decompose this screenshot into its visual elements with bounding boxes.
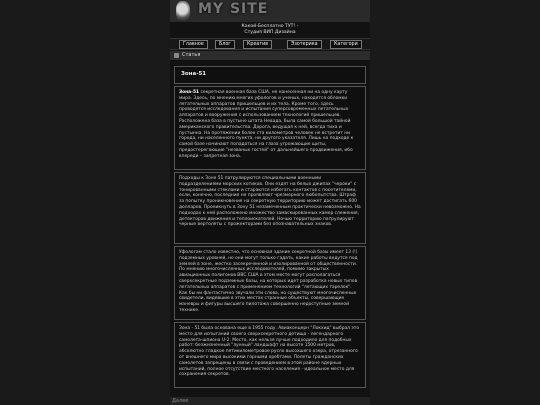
site-logo[interactable]: MY SITE xyxy=(198,1,269,17)
paragraph-1-text xyxy=(175,87,365,169)
nav-item-creative[interactable]: Креатив xyxy=(243,40,272,49)
breadcrumb-label[interactable]: Статья xyxy=(182,52,201,58)
subtitle-line-2: Студия ВИП Дизайна xyxy=(244,30,296,35)
site-header xyxy=(170,0,370,22)
nav-item-esoteric[interactable]: Эзотерика xyxy=(287,40,322,49)
article-title-box xyxy=(174,66,366,84)
paragraph-1-lead: Зона-51 xyxy=(179,90,200,95)
paragraph-1-body: секретная военная база США, не нанесенная ни на одну карту мира. Здесь, по мнению многих уфологов и ученых, находятся обломки летательных аппаратов пришельцев и их тела. Кроме того, здесь проводятся исследования и испытания суперсовременных летательных аппаратов и вооружения с использованием технологий пришельцев. Расположена база в пустыне штата Невада, была самой большой тайной американского правительства. Дорога, ведущая к ней, всегда тиха и пустынна. На протяжении более ста километров человек не встретит ни города, ни населенного пункта, ни другого указателя. Лишь на подходе к самой базе начинают попадаться на глаза угрожающие щиты, предостерегающие "незваных гостей" от дальнейшего продвижения, ибо впереди – запретная зона. xyxy=(179,90,354,159)
page-column xyxy=(170,0,370,405)
footer-link[interactable]: Далее xyxy=(172,398,189,404)
main-nav xyxy=(170,38,370,50)
nav-item-categories[interactable]: Категори xyxy=(330,40,362,49)
logo-face-icon xyxy=(176,1,190,21)
article-paragraph-2 xyxy=(174,172,366,244)
subtitle-line-1: Какой-Бесплатно ТУТ! - xyxy=(241,24,299,29)
footer-bar xyxy=(170,397,370,405)
paragraph-2-text: Подходы к Зоне 51 патрулируются специальными военными подразделениями морских котиков. Они ездят на белых джипах "чероки" с тонированными стеклами и стараются избегать контактов с посетителями, если, конечно, последние не проявляют чрезмерного любопытства. Штраф за попытку проникновения на секретную территорию может достигать 600 долларов. Проникнуть в Зону 51 незамеченным практически невозможно. На подходах к ней расположено множество замаскированных камер слежения, детекторов движения и теплоискателей. Ночью территорию патрулируют черные вертолеты с прожекторами без опознавательных знаков. xyxy=(179,176,361,228)
page-icon xyxy=(174,53,179,58)
paragraph-3-text: Уфологам стало известно, что основная здание секретной базы имеет 13 (!) подземных уровней, но они могут только гадать, какие работы ведутся под землей в зоне, жестко засекреченной и изолированной от общественности. По мнению многочисленных исследователей, помимо закрытых авиационных полигонов ВВС США в этом месте могут располагаться сверхсекретные подземные базы, на которых идет разработка новых типов летательных аппаратов с применением технологий "летающих тарелок". Как бы ни фантастично звучали эти слова, но существуют многочисленные свидетели, видевшие в этих местах странные объекты, совершающие маневры и фигуры высшего пилотажа совершенно недоступные земной технике. xyxy=(179,250,358,313)
breadcrumb xyxy=(170,51,370,60)
paragraph-4-text: Зона - 51 была основана еще в 1955 году. Авиаконцерн "Локхид" выбрал это место для испытаний своего сверхсекретного детища - легендарного самолета-шпиона U-2. Место, как нельзя лучше подходило для подобных работ: безжизненный "лунный" ландшафт на высоте 1500 метров, абсолютно гладкое пятикилометровое русло высохшего озера, отрезанного от внешнего мира высокими горными хребтами. Полеты гражданских самолетов запрещены в связи с проведением в этой районе ядерных испытаний, полное отсутствие местного населения - идеальное место для сохранения секретов. xyxy=(179,326,360,378)
article-paragraph-1 xyxy=(174,86,366,170)
article-title: Зона-51 xyxy=(181,71,207,77)
nav-item-home[interactable]: Главное xyxy=(179,40,208,49)
site-subtitle xyxy=(170,24,370,36)
nav-item-blog[interactable]: Блог xyxy=(215,40,235,49)
article-paragraph-4 xyxy=(174,322,366,388)
article-paragraph-3 xyxy=(174,246,366,320)
